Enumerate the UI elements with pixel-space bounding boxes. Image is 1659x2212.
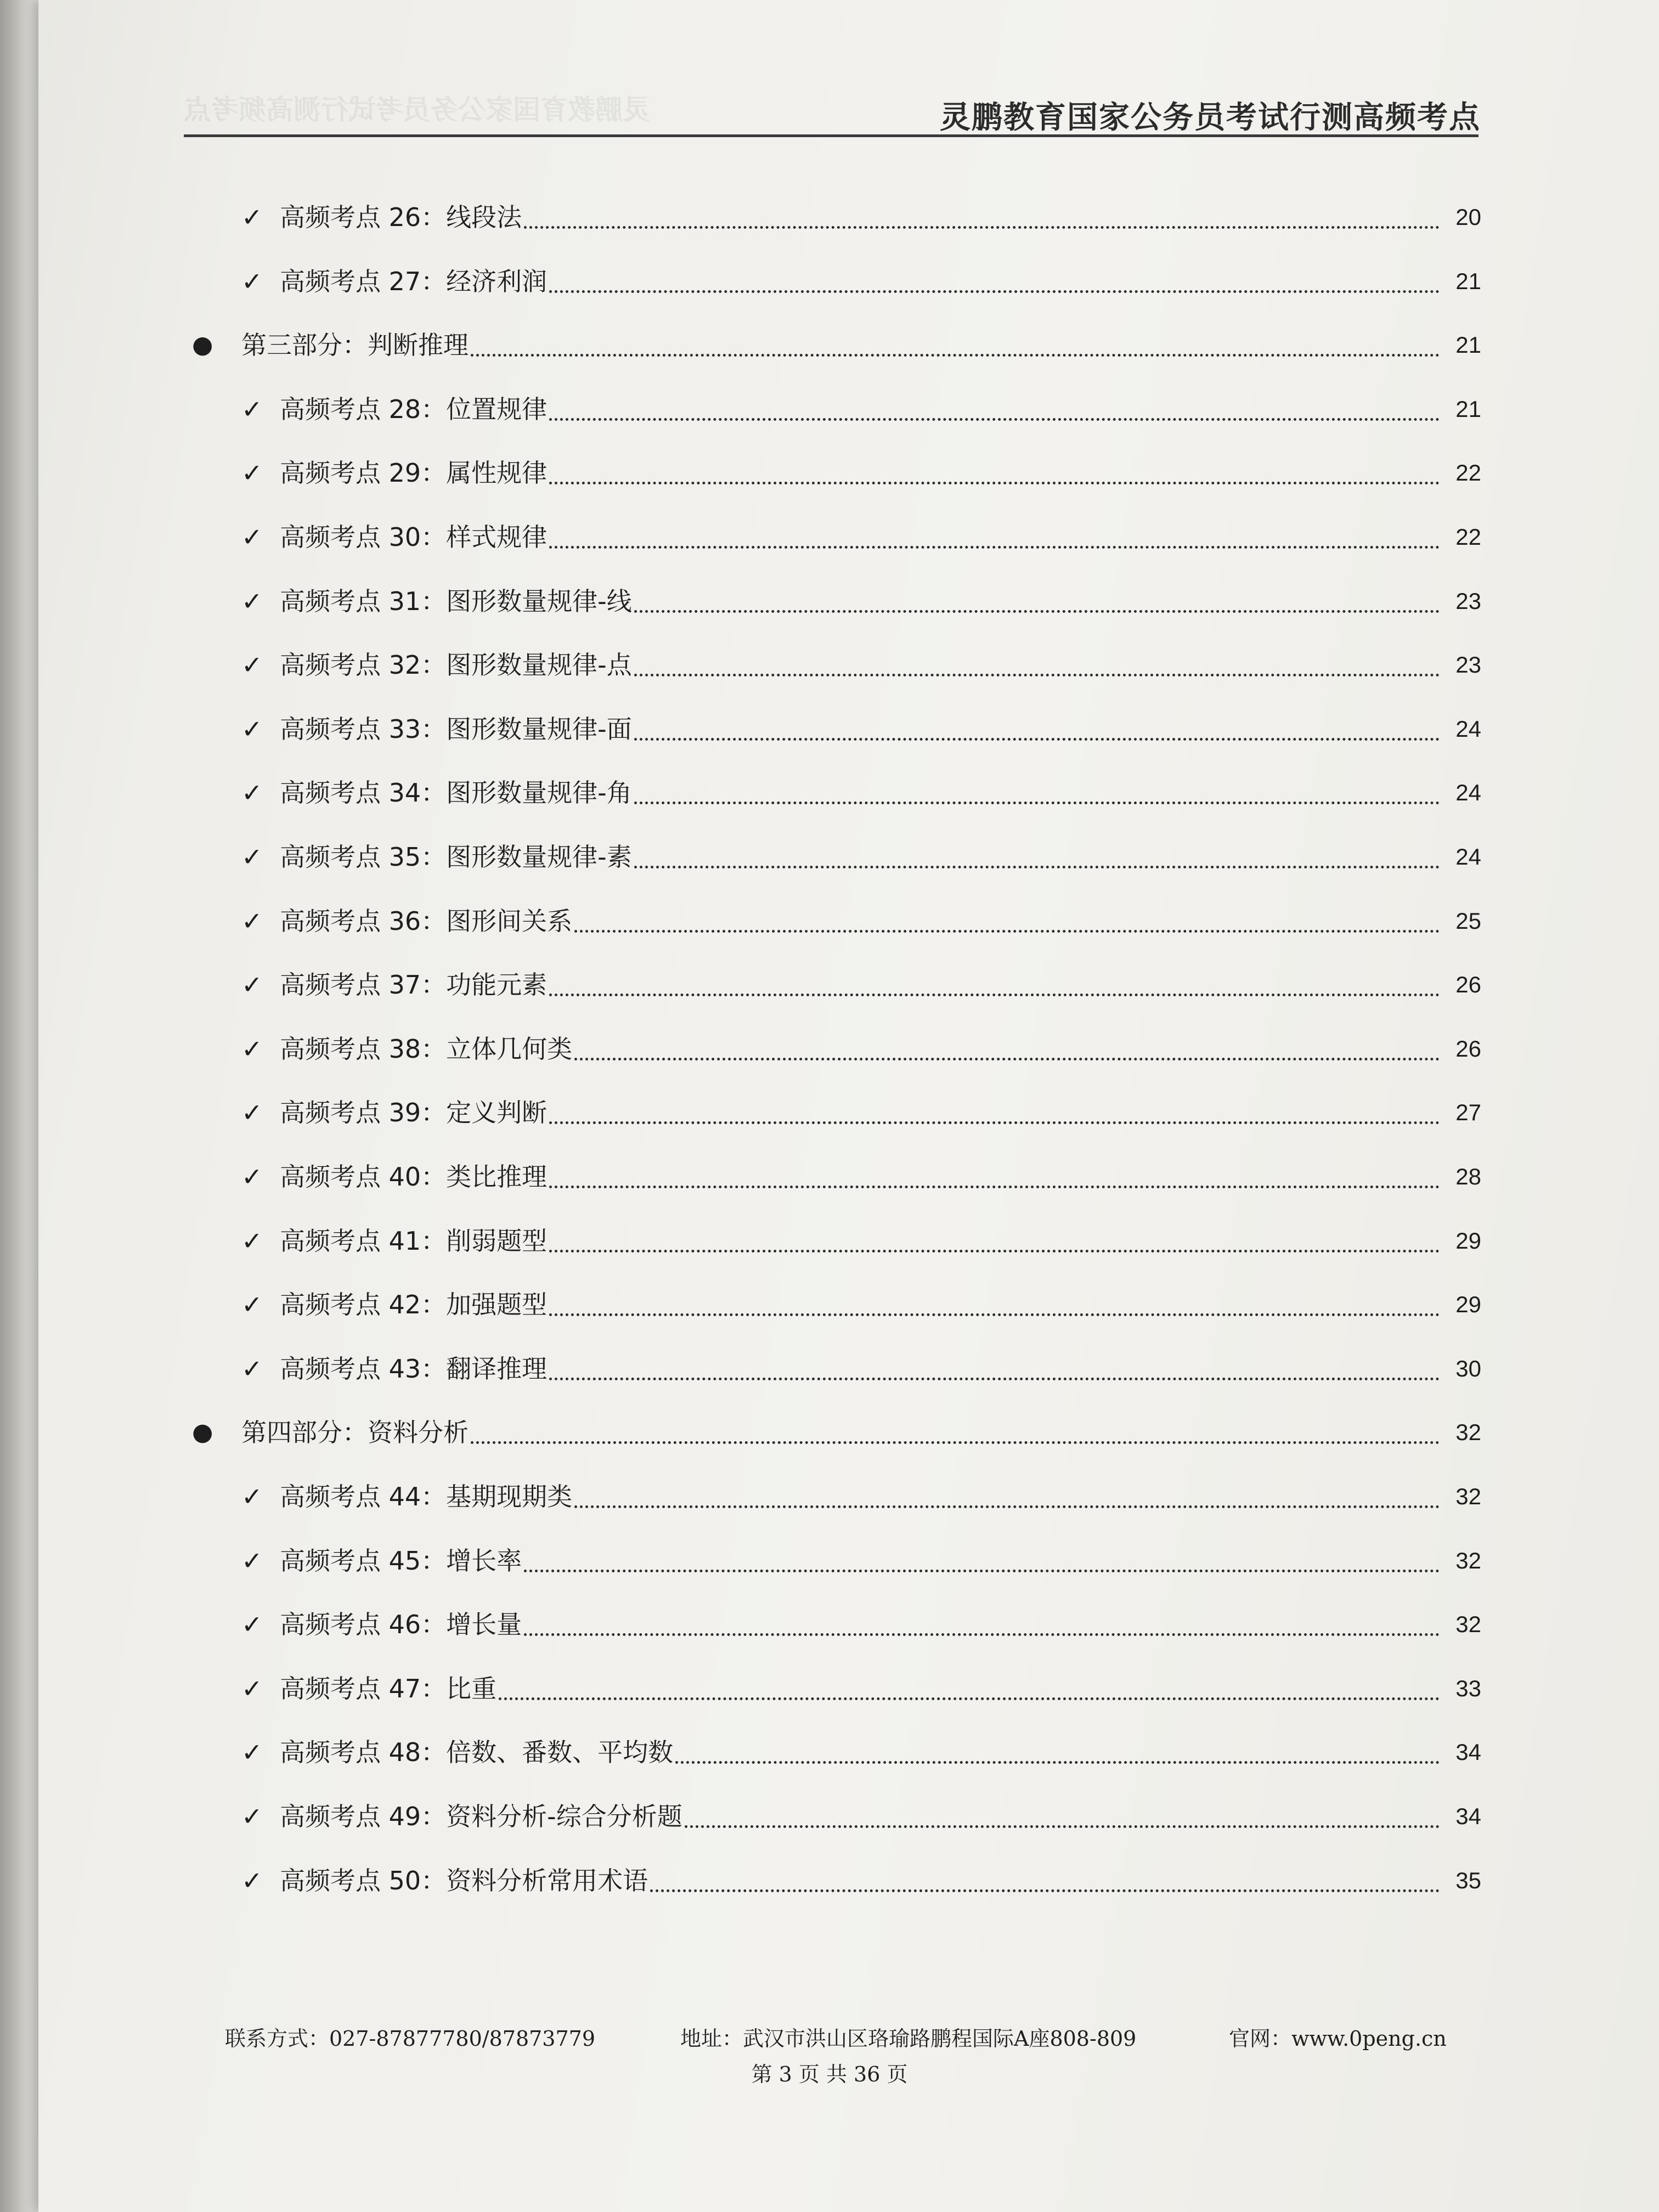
toc-label: 高频考点 43：翻译推理 [280, 1354, 548, 1384]
toc-label: 高频考点 30：样式规律 [280, 522, 548, 552]
check-mark-icon: ✓ [241, 1866, 263, 1895]
bleed-through-text: 灵鹏教育国家公务员考试行测高频考点 [184, 94, 650, 126]
footer-address: 地址：武汉市洪山区珞瑜路鹏程国际A座808-809 [680, 2027, 1137, 2051]
toc-item[interactable] [241, 1666, 1481, 1705]
dot-leader [549, 1378, 1440, 1380]
toc-label: 高频考点 41：削弱题型 [280, 1226, 548, 1256]
check-mark-icon: ✓ [241, 906, 263, 936]
dot-leader [574, 930, 1440, 933]
check-mark-icon: ✓ [241, 778, 263, 808]
toc-label: 高频考点 49：资料分析-综合分析题 [280, 1802, 682, 1831]
bullet-dot-icon: ● [192, 331, 213, 359]
toc-page-number: 32 [1455, 1419, 1481, 1445]
toc-page-number: 29 [1455, 1291, 1481, 1317]
dot-leader [650, 1889, 1440, 1892]
toc-label: 高频考点 34：图形数量规律-角 [280, 778, 632, 808]
toc-label: 高频考点 26：线段法 [280, 202, 522, 232]
check-mark-icon: ✓ [241, 1354, 263, 1384]
toc-page-number: 24 [1455, 844, 1481, 870]
dot-leader [549, 482, 1440, 484]
check-mark-icon: ✓ [241, 267, 263, 296]
check-mark-icon: ✓ [241, 1610, 263, 1639]
toc-page-number: 34 [1455, 1803, 1481, 1829]
check-mark-icon: ✓ [241, 1546, 263, 1576]
toc-item[interactable] [241, 1282, 1481, 1321]
toc-page-number: 23 [1455, 652, 1481, 678]
toc-page-number: 27 [1455, 1099, 1481, 1125]
toc-item[interactable] [241, 1474, 1481, 1513]
toc-label: 第三部分：判断推理 [241, 330, 469, 360]
toc-page-number: 28 [1455, 1164, 1481, 1189]
toc-page-number: 22 [1455, 524, 1481, 550]
toc-label: 高频考点 44：基期现期类 [280, 1482, 573, 1511]
check-mark-icon: ✓ [241, 1098, 263, 1127]
toc-page-number: 35 [1455, 1867, 1481, 1893]
toc-item[interactable] [241, 1218, 1481, 1257]
check-mark-icon: ✓ [241, 522, 263, 552]
dot-leader [524, 226, 1440, 229]
dot-leader [675, 1761, 1440, 1764]
toc-item[interactable] [241, 1154, 1481, 1193]
dot-leader [549, 994, 1440, 996]
dot-leader [685, 1825, 1440, 1828]
toc-page-number: 26 [1455, 1036, 1481, 1062]
toc-label: 高频考点 36：图形间关系 [280, 906, 573, 936]
check-mark-icon: ✓ [241, 1226, 263, 1256]
dot-leader [549, 1186, 1440, 1188]
toc-page-number: 32 [1455, 1548, 1481, 1573]
toc-page-number: 29 [1455, 1228, 1481, 1254]
dot-leader [574, 1058, 1440, 1060]
toc-item[interactable] [241, 1602, 1481, 1640]
toc-label: 高频考点 28：位置规律 [280, 394, 548, 424]
toc-item[interactable] [241, 642, 1481, 681]
dot-leader [549, 546, 1440, 549]
toc-label: 高频考点 48：倍数、番数、平均数 [280, 1737, 674, 1767]
dot-leader [574, 1505, 1440, 1508]
toc-label: 高频考点 27：经济利润 [280, 267, 548, 296]
toc-item[interactable] [241, 387, 1481, 425]
toc-page-number: 24 [1455, 716, 1481, 742]
check-mark-icon: ✓ [241, 842, 263, 872]
toc-item[interactable] [241, 1794, 1481, 1832]
check-mark-icon: ✓ [241, 1162, 263, 1192]
toc-page-number: 30 [1455, 1356, 1481, 1381]
footer-contact: 联系方式：027-87877780/87873779 [225, 2027, 596, 2051]
toc-item[interactable] [241, 1858, 1481, 1897]
toc-label: 第四部分：资料分析 [241, 1418, 469, 1447]
dot-leader [549, 418, 1440, 421]
toc-label: 高频考点 31：图形数量规律-线 [280, 586, 632, 616]
dot-leader [549, 1121, 1440, 1124]
toc-label: 高频考点 32：图形数量规律-点 [280, 650, 632, 680]
toc-label: 高频考点 46：增长量 [280, 1610, 522, 1639]
toc-section[interactable] [192, 1410, 1481, 1448]
footer-website: 官网：www.0peng.cn [1229, 2027, 1447, 2051]
check-mark-icon: ✓ [241, 1674, 263, 1703]
check-mark-icon: ✓ [241, 714, 263, 744]
toc-item[interactable] [241, 1026, 1481, 1065]
toc-page-number: 22 [1455, 460, 1481, 486]
toc-item[interactable] [241, 579, 1481, 617]
toc-item[interactable] [241, 1090, 1481, 1128]
toc-page-number: 23 [1455, 588, 1481, 614]
check-mark-icon: ✓ [241, 394, 263, 424]
toc-label: 高频考点 37：功能元素 [280, 970, 548, 1000]
check-mark-icon: ✓ [241, 1737, 263, 1767]
toc-label: 高频考点 29：属性规律 [280, 458, 548, 488]
dot-leader [549, 1250, 1440, 1252]
toc-page-number: 20 [1455, 204, 1481, 230]
toc-item[interactable] [241, 770, 1481, 809]
toc-section[interactable] [192, 323, 1481, 361]
dot-leader [549, 290, 1440, 293]
check-mark-icon: ✓ [241, 1482, 263, 1511]
toc-page-number: 21 [1455, 268, 1481, 294]
check-mark-icon: ✓ [241, 650, 263, 680]
page-number: 第 3 页 共 36 页 [751, 2062, 908, 2086]
toc-item[interactable] [241, 899, 1481, 937]
dot-leader [471, 354, 1440, 357]
toc-label: 高频考点 47：比重 [280, 1674, 497, 1703]
toc-page-number: 32 [1455, 1611, 1481, 1637]
dot-leader [634, 866, 1440, 868]
check-mark-icon: ✓ [241, 586, 263, 616]
toc-label: 高频考点 38：立体几何类 [280, 1034, 573, 1064]
toc-page-number: 25 [1455, 908, 1481, 934]
dot-leader [634, 674, 1440, 676]
toc-page-number: 33 [1455, 1675, 1481, 1701]
toc-label: 高频考点 40：类比推理 [280, 1162, 548, 1192]
check-mark-icon: ✓ [241, 970, 263, 1000]
check-mark-icon: ✓ [241, 458, 263, 488]
toc-page-number: 21 [1455, 396, 1481, 422]
check-mark-icon: ✓ [241, 1034, 263, 1064]
toc-item[interactable] [241, 707, 1481, 745]
check-mark-icon: ✓ [241, 202, 263, 232]
check-mark-icon: ✓ [241, 1802, 263, 1831]
toc-page-number: 24 [1455, 780, 1481, 805]
toc-label: 高频考点 50：资料分析常用术语 [280, 1866, 648, 1895]
check-mark-icon: ✓ [241, 1290, 263, 1319]
toc-label: 高频考点 45：增长率 [280, 1546, 522, 1576]
dot-leader [524, 1570, 1440, 1572]
page-footer [225, 2022, 1487, 2060]
dot-leader [634, 610, 1440, 613]
dot-leader [549, 1313, 1440, 1316]
dot-leader [634, 738, 1440, 741]
toc-item[interactable] [241, 1730, 1481, 1768]
toc-page-number: 32 [1455, 1483, 1481, 1509]
toc-item[interactable] [241, 195, 1481, 233]
toc-label: 高频考点 39：定义判断 [280, 1098, 548, 1127]
toc-page-number: 26 [1455, 972, 1481, 997]
dot-leader [524, 1633, 1440, 1636]
toc-item[interactable] [241, 962, 1481, 1001]
bullet-dot-icon: ● [192, 1418, 213, 1446]
toc-page-number: 21 [1455, 332, 1481, 358]
toc-item[interactable] [241, 450, 1481, 489]
toc-item[interactable] [241, 1538, 1481, 1577]
toc-item[interactable] [241, 1346, 1481, 1385]
toc-item[interactable] [241, 515, 1481, 553]
dot-leader [471, 1441, 1440, 1444]
toc-label: 高频考点 42：加强题型 [280, 1290, 548, 1319]
dot-leader [634, 802, 1440, 804]
page-header-title: 灵鹏教育国家公务员考试行测高频考点 [940, 100, 1481, 136]
toc-label: 高频考点 35：图形数量规律-素 [280, 842, 632, 872]
toc-item[interactable] [241, 834, 1481, 873]
dot-leader [499, 1697, 1440, 1700]
toc-item[interactable] [241, 259, 1481, 297]
toc-label: 高频考点 33：图形数量规律-面 [280, 714, 632, 744]
toc-page-number: 34 [1455, 1739, 1481, 1765]
